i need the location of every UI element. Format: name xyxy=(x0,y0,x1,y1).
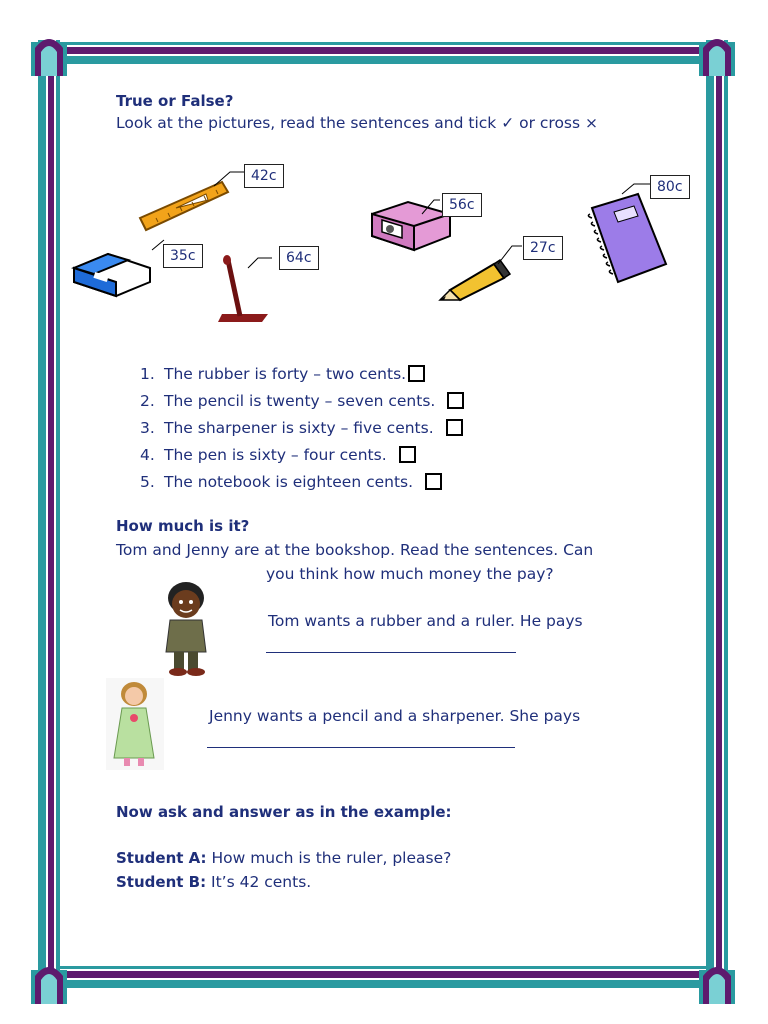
dialogue-line-student-a xyxy=(116,849,451,867)
statement-text: The pencil is twenty – seven cents. xyxy=(164,391,436,410)
instruction-text: Look at the pictures, read the sentences and tick ✓ or cross × xyxy=(116,114,598,132)
price-box-pencil: 27c xyxy=(523,236,563,260)
tom-boy-picture xyxy=(156,578,218,678)
corner-ornament-bottom-right xyxy=(699,958,735,1004)
price-box-pen: 64c xyxy=(279,246,319,270)
statement-text: The rubber is forty – two cents. xyxy=(164,364,407,383)
statement-number: 2. xyxy=(140,391,155,410)
list-item xyxy=(140,360,464,387)
tom-answer-blank[interactable] xyxy=(266,652,516,653)
statement-text: The notebook is eighteen cents. xyxy=(164,472,414,491)
answer-checkbox[interactable] xyxy=(399,446,416,463)
answer-checkbox[interactable] xyxy=(408,365,425,382)
student-a-text: How much is the ruler, please? xyxy=(211,849,452,867)
dialogue-line-student-b xyxy=(116,873,311,891)
frame-left xyxy=(38,40,60,984)
price-box-ruler: 42c xyxy=(244,164,284,188)
section-title-true-false: True or False? xyxy=(116,92,234,110)
frame-right xyxy=(706,40,728,984)
list-item xyxy=(140,441,464,468)
statement-text: The pen is sixty – four cents. xyxy=(164,445,387,464)
corner-ornament-top-left xyxy=(31,30,67,76)
corner-ornament-top-right xyxy=(699,30,735,76)
statement-list xyxy=(140,360,464,495)
notebook-icon xyxy=(584,190,670,286)
student-b-label: Student B: xyxy=(116,873,207,891)
answer-checkbox[interactable] xyxy=(446,419,463,436)
price-box-sharpener: 56c xyxy=(442,193,482,217)
tom-sentence: Tom wants a rubber and a ruler. He pays xyxy=(268,612,583,630)
section2-intro-line1: Tom and Jenny are at the bookshop. Read the sentences. Can xyxy=(116,541,594,559)
pencil-pointer-line xyxy=(496,240,524,266)
jenny-answer-blank[interactable] xyxy=(207,747,515,748)
frame-bottom xyxy=(40,966,728,988)
statement-number: 1. xyxy=(140,364,155,383)
student-a-label: Student A: xyxy=(116,849,207,867)
section-title-ask-answer: Now ask and answer as in the example: xyxy=(116,803,452,821)
list-item xyxy=(140,387,464,414)
statement-number: 5. xyxy=(140,472,155,491)
jenny-sentence: Jenny wants a pencil and a sharpener. She pays xyxy=(209,707,581,725)
statement-number: 4. xyxy=(140,445,155,464)
frame-top xyxy=(40,42,728,64)
answer-checkbox[interactable] xyxy=(425,473,442,490)
list-item xyxy=(140,414,464,441)
jenny-girl-picture xyxy=(106,678,164,770)
pen-pointer-line xyxy=(246,254,274,270)
notebook-pointer-line xyxy=(620,180,652,196)
rubber-icon xyxy=(68,248,156,300)
ruler-pointer-line xyxy=(212,168,248,188)
sharpener-pointer-line xyxy=(420,196,442,216)
statement-text: The sharpener is sixty – five cents. xyxy=(164,418,434,437)
statement-number: 3. xyxy=(140,418,155,437)
list-item xyxy=(140,468,464,495)
price-box-notebook: 80c xyxy=(650,175,690,199)
price-box-rubber: 35c xyxy=(163,244,203,268)
section-title-how-much: How much is it? xyxy=(116,517,250,535)
corner-ornament-bottom-left xyxy=(31,958,67,1004)
section2-intro-line2: you think how much money the pay? xyxy=(266,565,554,583)
student-b-text: It’s 42 cents. xyxy=(211,873,312,891)
answer-checkbox[interactable] xyxy=(447,392,464,409)
